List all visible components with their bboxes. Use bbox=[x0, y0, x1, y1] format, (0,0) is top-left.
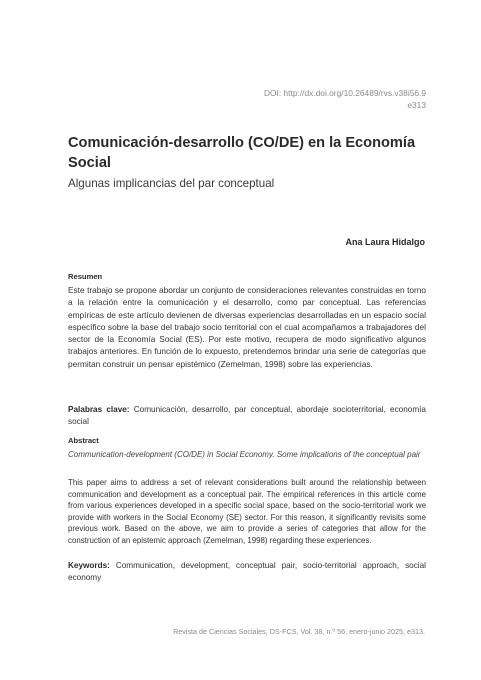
article-id: e313 bbox=[407, 100, 426, 110]
article-subtitle: Algunas implicancias del par conceptual bbox=[68, 177, 275, 190]
abstract-heading: Abstract bbox=[68, 436, 99, 445]
resumen-heading: Resumen bbox=[68, 272, 103, 281]
abstract-text: This paper aims to address a set of relevant considerations built around the relationship between communication and development as a conceptual pair. The empirical references in this article come from various experiences developed in a specific social space, based on the socio-territorial work we provide with workers in the Social Economy (SE) sector. For this reason, it significantly revisits some previous work. Based on the above, we aim to provide a series of categories that allow for the construction of an epistemic approach (Zemelman, 1998) regarding these experiences. bbox=[68, 478, 426, 545]
abstract-title-en: Communication-development (CO/DE) in Social Economy. Some implications of the conceptual pair bbox=[68, 450, 421, 459]
doi-block bbox=[264, 87, 426, 111]
abstract-keywords bbox=[68, 560, 426, 583]
article-title: Comunicación-desarrollo (CO/DE) en la Economía Social bbox=[68, 135, 416, 171]
resumen-text: Este trabajo se propone abordar un conjunto de consideraciones relevantes construidas en torno a la relación entre la comunicación y el desarrollo, como par conceptual. Las referencias empíricas de este artículo devienen de diversas experiencias desarrolladas en un espacio social específico sobre la base del trabajo socio territorial con el cual acompañamos a trabajadores del sector de la Economía Social (ES). Por este motivo, recupera de modo significativo algunos trabajos anteriores. En función de lo expuesto, pretendemos brindar una serie de categorías que permitan construir un pensar epistémico (Zemelman, 1998) sobre las experiencias. bbox=[68, 285, 426, 369]
keywords-en: Communication, development, conceptual pair, socio-territorial approach, social economy bbox=[68, 561, 426, 582]
keywords-label-en: Keywords: bbox=[68, 561, 110, 570]
keywords-label-es: Palabras clave: bbox=[68, 405, 130, 414]
resumen-keywords bbox=[68, 404, 426, 427]
author-name: Ana Laura Hidalgo bbox=[345, 237, 425, 247]
keywords-es: Comunicación, desarrollo, par conceptual, abordaje socioterritorial, economía social bbox=[68, 405, 426, 426]
doi-link[interactable]: DOI: http://dx.doi.org/10.26489/rvs.v38i56.9 bbox=[263, 88, 426, 98]
footer-citation: Revista de Ciencias Sociales, DS-FCS, Vol. 38, n.º 56, enero-junio 2025, e313. bbox=[173, 627, 425, 636]
